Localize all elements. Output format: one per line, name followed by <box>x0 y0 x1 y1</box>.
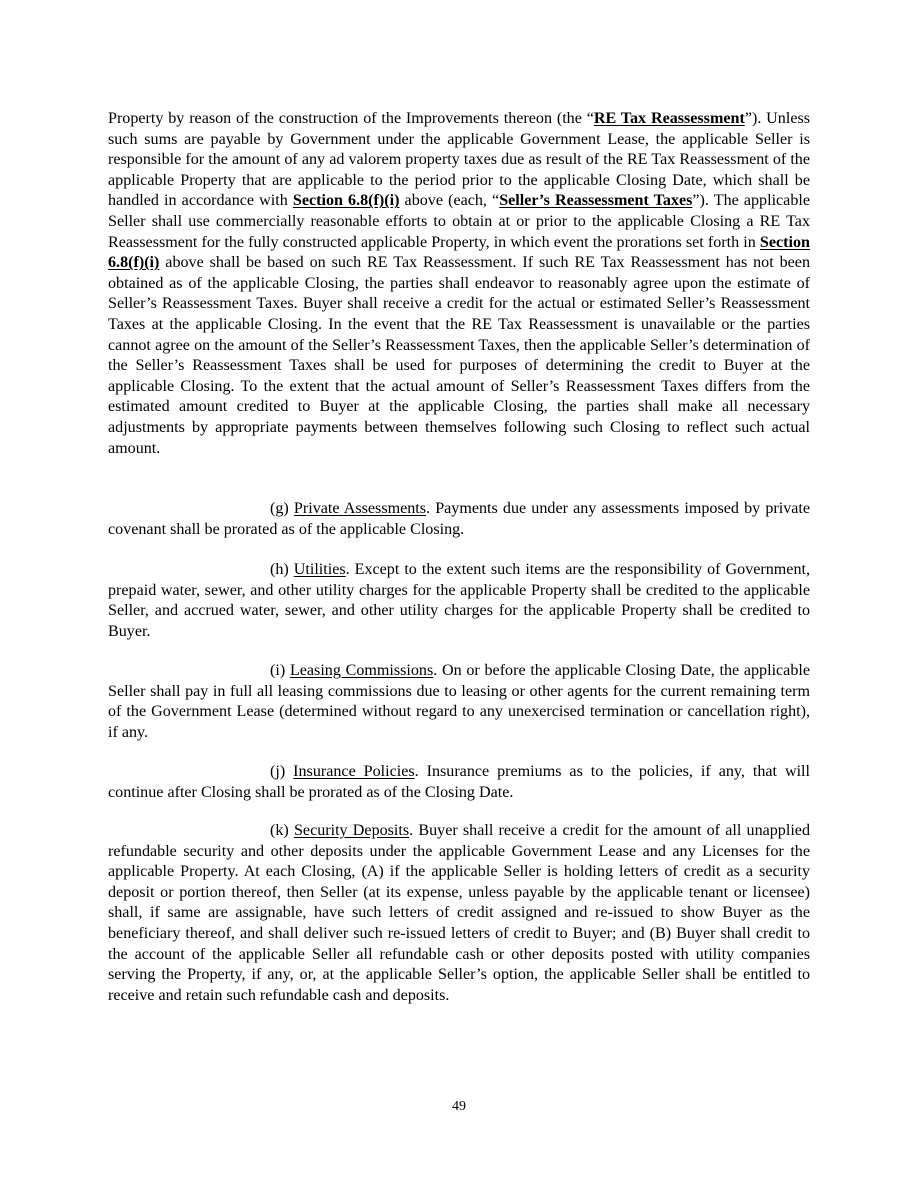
section-body: . Payments due under any assessments imposed by private covenant shall be prorated as of the applicable Closing. <box>108 500 810 538</box>
text-run: ”). The applicable Seller shall use commercially reasonable efforts to obtain at or prior to the applicable Closing a RE Tax Reassessment for the fully constructed applicable Property, in which event the prorations set forth in <box>108 192 810 251</box>
section-heading: Utilities <box>293 561 346 578</box>
section-heading: Security Deposits <box>293 822 410 839</box>
section-j-paragraph <box>108 762 810 803</box>
section-h-paragraph <box>108 560 810 642</box>
section-body: . Insurance premiums as to the policies, if any, that will continue after Closing shall be prorated as of the Closing Date. <box>108 763 810 801</box>
section-label: (i) <box>270 662 286 679</box>
section-label: (g) <box>270 500 289 517</box>
defined-term-re-tax-reassessment: RE Tax Reassessment <box>593 110 745 127</box>
section-reference: Section 6.8(f)(i) <box>292 192 400 210</box>
continuation-paragraph <box>108 109 810 459</box>
text-run: above shall be based on such RE Tax Reassessment. If such RE Tax Reassessment has not been obtained as of the applicable Closing, the parties shall endeavor to reasonably agree upon the estimate of Seller’s Reassessment Taxes. Buyer shall receive a credit for the actual or estimated Seller’s Reassessment Taxes at the applicable Closing. In the event that the RE Tax Reassessment is unavailable or the parties cannot agree on the amount of the Seller’s Reassessment Taxes, then the applicable Seller’s determination of the Seller’s Reassessment Taxes shall be used for purposes of determining the credit to Buyer at the applicable Closing. To the extent that the actual amount of Seller’s Reassessment Taxes differs from the estimated amount credited to Buyer at the applicable Closing, the parties shall make all necessary adjustments by appropriate payments between themselves following such Closing to reflect such actual amount. <box>108 254 810 457</box>
section-reference: Section 6.8(f)(i) <box>108 233 810 272</box>
section-heading: Private Assessments <box>293 500 427 517</box>
section-g-paragraph <box>108 499 810 540</box>
section-body: . Except to the extent such items are the responsibility of Government, prepaid water, sewer, and other utility charges for the applicable Property shall be credited to the applicable Seller, and accrued water, sewer, and other utility charges for the applicable Property shall be credited to Buyer. <box>108 561 810 640</box>
section-heading: Leasing Commissions <box>289 662 434 679</box>
section-label: (k) <box>270 822 289 839</box>
section-label: (h) <box>270 561 289 578</box>
section-body: . Buyer shall receive a credit for the amount of all unapplied refundable security and other deposits under the applicable Government Lease and any Licenses for the applicable Property. At each Closing, (A) if the applicable Seller is holding letters of credit as a security deposit or portion thereof, then Seller (at its expense, unless payable by the applicable tenant or licensee) shall, if same are assignable, have such letters of credit assigned and re-issued to show Buyer as the beneficiary thereof, and shall deliver such re-issued letters of credit to Buyer; and (B) Buyer shall credit to the account of the applicable Seller all refundable cash or other deposits posted with utility companies serving the Property, if any, or, at the applicable Seller’s option, the applicable Seller shall be entitled to receive and retain such refundable cash and deposits. <box>108 822 810 1004</box>
section-label: (j) <box>270 763 286 780</box>
section-body: . On or before the applicable Closing Date, the applicable Seller shall pay in full all leasing commissions due to leasing or other agents for the current remaining term of the Government Lease (determined without regard to any unexercised termination or cancellation right), if any. <box>108 662 810 741</box>
section-heading: Insurance Policies <box>293 763 415 780</box>
page-number: 49 <box>452 1099 466 1114</box>
defined-term-sellers-reassessment-taxes: Seller’s Reassessment Taxes <box>499 192 693 210</box>
text-run: ”). Unless such sums are payable by Government under the applicable Government Lease, the applicable Seller is responsible for the amount of any ad valorem property taxes due as result of the RE Tax Reassessment of the applicable Property that are applicable to the period prior to the applicable Closing Date, which shall be handled in accordance with <box>108 110 810 210</box>
section-i-paragraph <box>108 661 810 743</box>
text-run: Property by reason of the construction of the Improvements thereon (the “ <box>108 110 594 127</box>
section-k-paragraph <box>108 821 810 1006</box>
text-run: above (each, “ <box>399 192 500 210</box>
